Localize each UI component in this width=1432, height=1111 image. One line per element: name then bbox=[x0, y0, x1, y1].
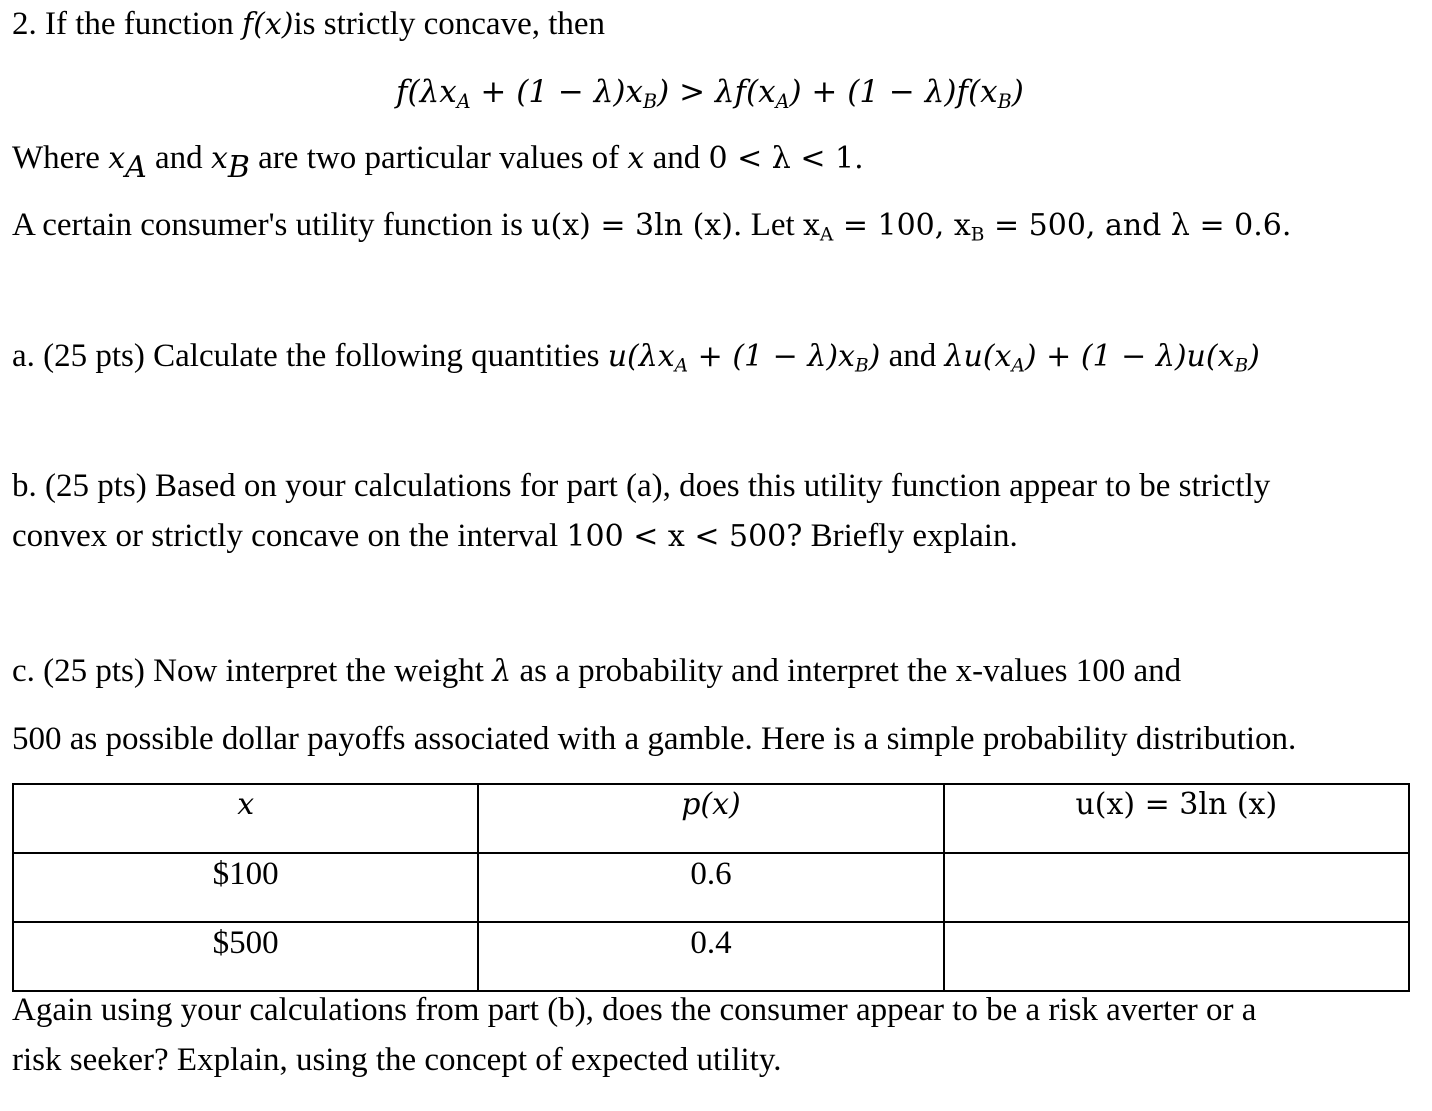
where-line: Where $x_A$ and $x_B$ are two particular values of x and 0 < λ < 1. bbox=[12, 140, 864, 185]
closing-line1: Again using your calculations from part (b), does the consumer appear to be a risk averter or a bbox=[12, 992, 1257, 1028]
cell-ux bbox=[944, 853, 1409, 922]
table-header-row bbox=[13, 784, 1409, 853]
problem-intro: 2. If the function f(x)is strictly concave, then bbox=[12, 6, 606, 42]
closing-line2: risk seeker? Explain, using the concept of expected utility. bbox=[12, 1042, 782, 1078]
cell-ux bbox=[944, 922, 1409, 991]
part-b-line1: b. (25 pts) Based on your calculations for part (a), does this utility function appear to be strictly bbox=[12, 468, 1271, 504]
intro-function: f(x) bbox=[242, 7, 294, 42]
cell-x: $100 bbox=[13, 853, 478, 922]
header-x: x bbox=[13, 784, 478, 853]
cell-x: $500 bbox=[13, 922, 478, 991]
cell-px: 0.6 bbox=[478, 853, 943, 922]
utility-line: A certain consumer's utility function is u(x) = 3ln (x). Let $x_A = 100$, $x_B = 500$, and λ = 0.6. bbox=[12, 207, 1292, 246]
table-row bbox=[13, 922, 1409, 991]
probability-table bbox=[12, 783, 1410, 992]
table-row bbox=[13, 853, 1409, 922]
cell-px: 0.4 bbox=[478, 922, 943, 991]
concavity-inequality: $f(\lambda x_A + (1 - \lambda)x_B) > \lambda f(x_A) + (1 - \lambda)f(x_B)$ bbox=[396, 74, 1024, 113]
part-c-line2: 500 as possible dollar payoffs associated with a gamble. Here is a simple probability distribution. bbox=[12, 721, 1297, 757]
header-px: p(x) bbox=[478, 784, 943, 853]
header-ux: u(x) = 3ln (x) bbox=[944, 784, 1409, 853]
part-b-line2: convex or strictly concave on the interval 100 < x < 500? Briefly explain. bbox=[12, 518, 1018, 554]
part-c-line1: c. (25 pts) Now interpret the weight λ as a probability and interpret the x-values 100 and bbox=[12, 653, 1182, 689]
part-a: a. (25 pts) Calculate the following quantities $u(\lambda x_A + (1 - \lambda)x_B)$ and $\lambda u(x_A) + (1 - \lambda)u(x_B)$ bbox=[12, 338, 1260, 377]
